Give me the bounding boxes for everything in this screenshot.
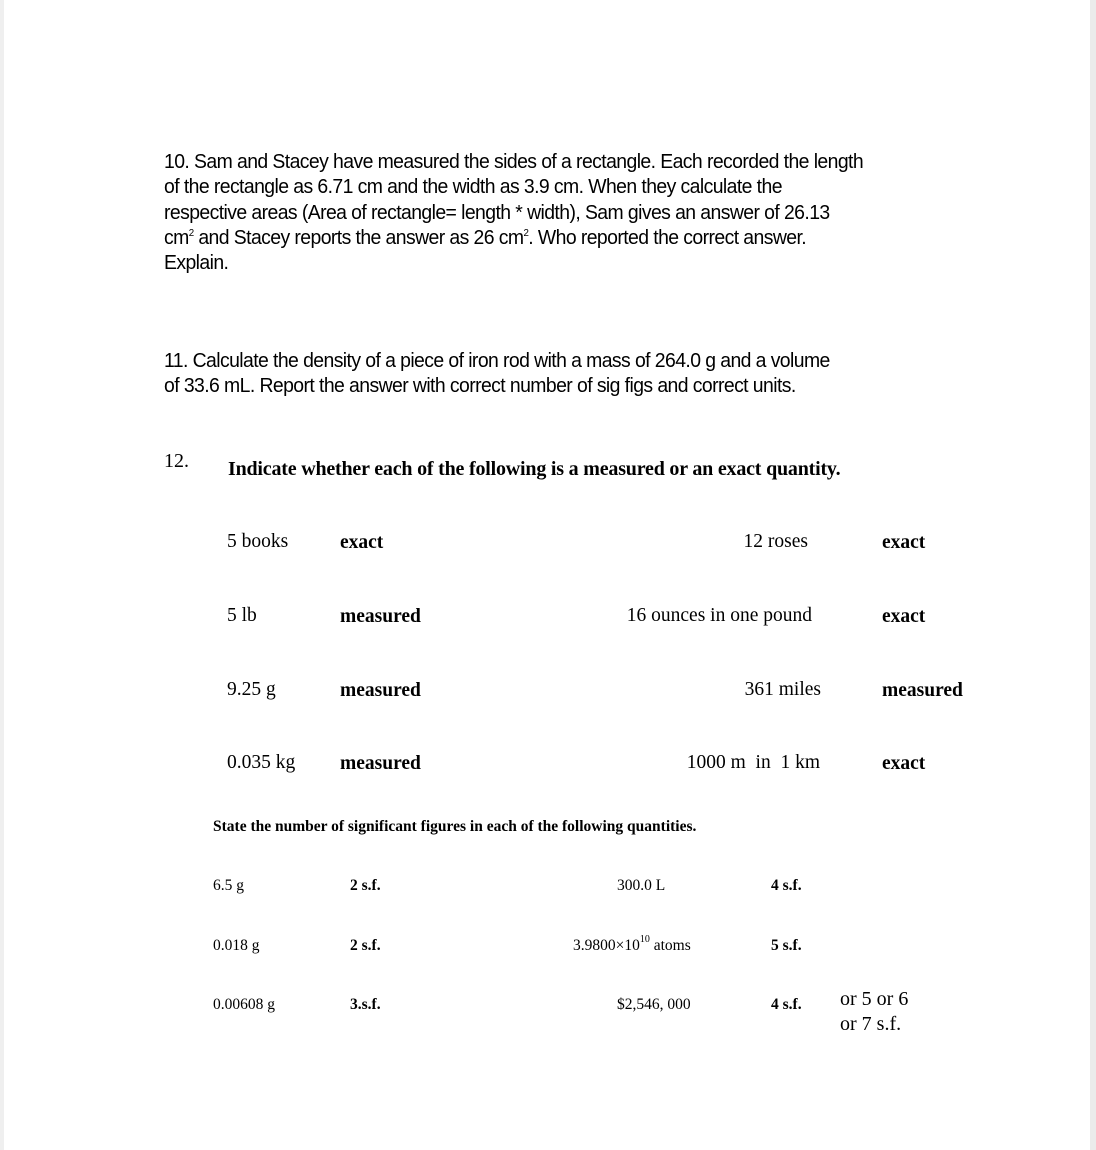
question-10 (164, 150, 863, 276)
item-left: 0.035 kg (227, 752, 296, 773)
answer-left: exact (340, 532, 384, 553)
answer-left: measured (340, 753, 421, 774)
sigfigs-title: State the number of significant figures in each of the following quantities. (213, 818, 697, 835)
sf-item-right: 300.0 L (617, 877, 666, 894)
item-right: 361 miles (744, 679, 821, 700)
unit-cm: cm (164, 226, 189, 249)
q10-line-4-text: and Stacey reports the answer as 26 cm (198, 226, 524, 249)
page-left-edge (0, 0, 4, 1150)
item-right: 12 roses (743, 531, 808, 552)
sf-answer-right: 4 s.f. (771, 996, 802, 1013)
answer-right: exact (882, 753, 926, 774)
question-12-number: 12. (164, 450, 189, 472)
sf-item-right (573, 934, 691, 955)
sf-exponent: 10 (639, 934, 650, 945)
sf-item-right: $2,546, 000 (617, 996, 691, 1013)
handwritten-note (840, 987, 908, 1037)
answer-left: measured (340, 680, 421, 701)
sf-item-left: 6.5 g (213, 877, 244, 894)
q11-line-2: of 33.6 mL. Report the answer with correct number of sig figs and correct units. (164, 375, 796, 398)
item-right: 1000 m in 1 km (686, 752, 820, 773)
q10-line-2: of the rectangle as 6.71 cm and the width as 3.9 cm. When they calculate the (164, 176, 782, 199)
sf-item-left: 0.00608 g (213, 996, 275, 1013)
answer-right: exact (882, 532, 926, 553)
item-right: 16 ounces in one pound (626, 605, 812, 626)
item-left: 5 lb (227, 605, 257, 626)
sf-unit: atoms (649, 937, 691, 954)
q10-line-4-tail: . Who reported the correct answer. (528, 226, 807, 249)
answer-right: exact (882, 606, 926, 627)
page-scrollbar[interactable] (1090, 0, 1096, 1150)
superscript-2: 2 (523, 227, 529, 239)
sf-base: 3.9800×10 (573, 937, 640, 954)
question-12-title: Indicate whether each of the following is a measured or an exact quantity. (228, 458, 841, 480)
q10-line-5: Explain. (164, 252, 229, 275)
q11-line-1: 11. Calculate the density of a piece of iron rod with a mass of 264.0 g and a volume (164, 350, 830, 372)
item-left: 5 books (227, 531, 289, 552)
q10-line-3: respective areas (Area of rectangle= length * width), Sam gives an answer of 26.13 (164, 201, 830, 224)
sf-answer-right: 5 s.f. (771, 937, 802, 954)
sf-answer-left: 2 s.f. (350, 877, 381, 894)
superscript-2: 2 (188, 227, 194, 239)
answer-left: measured (340, 606, 421, 627)
note-line-1: or 5 or 6 (840, 988, 909, 1010)
sf-item-left: 0.018 g (213, 937, 260, 954)
q10-line-1: 10. Sam and Stacey have measured the sides of a rectangle. Each recorded the length (164, 151, 864, 173)
note-line-2: or 7 s.f. (840, 1013, 902, 1035)
question-11 (164, 349, 830, 400)
answer-right: measured (882, 680, 963, 701)
q10-line-4 (164, 226, 863, 251)
sf-answer-left: 2 s.f. (350, 937, 381, 954)
sf-answer-right: 4 s.f. (771, 877, 802, 894)
item-left: 9.25 g (227, 679, 276, 700)
sf-answer-left: 3.s.f. (350, 996, 381, 1013)
